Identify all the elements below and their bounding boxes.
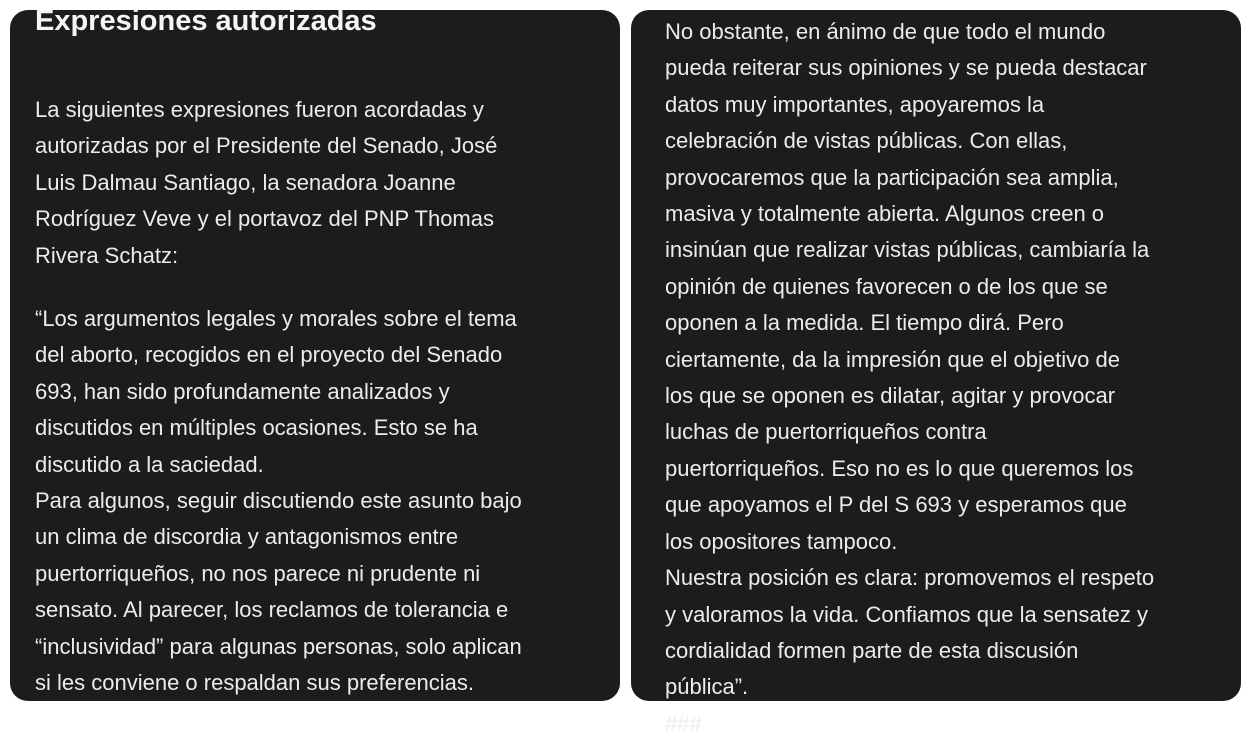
text-line: Nuestra posición es clara: promovemos el respeto [665, 565, 1155, 591]
left-text-panel [10, 5, 620, 701]
text-line: luchas de puertorriqueños contra [665, 419, 987, 445]
text-line: La siguientes expresiones fueron acordadas y [35, 97, 484, 122]
text-line: masiva y totalmente abierta. Algunos creen o [665, 201, 1105, 227]
text-line: ciertamente, da la impresión que el objetivo de [665, 346, 1120, 372]
text-line: los que se oponen es dilatar, agitar y provocar [665, 383, 1116, 409]
text-line: un clima de discordia y antagonismos entre [35, 524, 459, 550]
text-line: puertorriqueños. Eso no es lo que queremos los [665, 455, 1134, 481]
text-line: discutido a la saciedad. [35, 451, 264, 477]
text-line: autorizadas por el Presidente del Senado, José [35, 133, 498, 159]
text-line: Para algunos, seguir discutiendo este asunto bajo [35, 488, 522, 514]
text-line: que apoyamos el P del S 693 y esperamos que [665, 492, 1127, 518]
text-line: Luis Dalmau Santiago, la senadora Joanne [35, 169, 456, 195]
text-line: opinión de quienes favorecen o de los que se [665, 273, 1108, 299]
text-line: Rivera Schatz: [35, 242, 179, 268]
end-marker: ### [665, 710, 702, 736]
text-line: celebración de vistas públicas. Con ellas, [665, 128, 1068, 154]
right-text-panel [631, 10, 1241, 736]
page-title: Expresiones autorizadas [35, 5, 377, 37]
quote-paragraph [35, 301, 615, 701]
text-line: si les conviene o respaldan sus preferencias. [35, 670, 475, 696]
text-line: puertorriqueños, no nos parece ni prudente ni [35, 560, 481, 586]
text-line: provocaremos que la participación sea amplia, [665, 164, 1119, 190]
text-line: pueda reiterar sus opiniones y se pueda destacar [665, 55, 1147, 81]
text-line: No obstante, en ánimo de que todo el mundo [665, 19, 1106, 44]
continuation-paragraph [665, 14, 1235, 742]
text-line: 693, han sido profundamente analizados y [35, 378, 450, 404]
text-line: oponen a la medida. El tiempo dirá. Pero [665, 310, 1064, 336]
text-line: pública”. [665, 674, 749, 700]
text-line: datos muy importantes, apoyaremos la [665, 91, 1045, 117]
text-line: y valoramos la vida. Confiamos que la sensatez y [665, 601, 1149, 627]
text-line: los opositores tampoco. [665, 528, 898, 554]
text-line: “Los argumentos legales y morales sobre el tema [35, 306, 517, 331]
text-line: “inclusividad” para algunas personas, solo aplican [35, 633, 522, 659]
text-line: Rodríguez Veve y el portavoz del PNP Thomas [35, 206, 494, 232]
text-line: insinúan que realizar vistas públicas, cambiaría la [665, 237, 1150, 263]
text-line: sensato. Al parecer, los reclamos de tolerancia e [35, 597, 509, 623]
text-line: cordialidad formen parte de esta discusión [665, 637, 1079, 663]
text-line: del aborto, recogidos en el proyecto del Senado [35, 342, 503, 368]
intro-paragraph [35, 92, 615, 274]
text-line: discutidos en múltiples ocasiones. Esto se ha [35, 415, 478, 441]
